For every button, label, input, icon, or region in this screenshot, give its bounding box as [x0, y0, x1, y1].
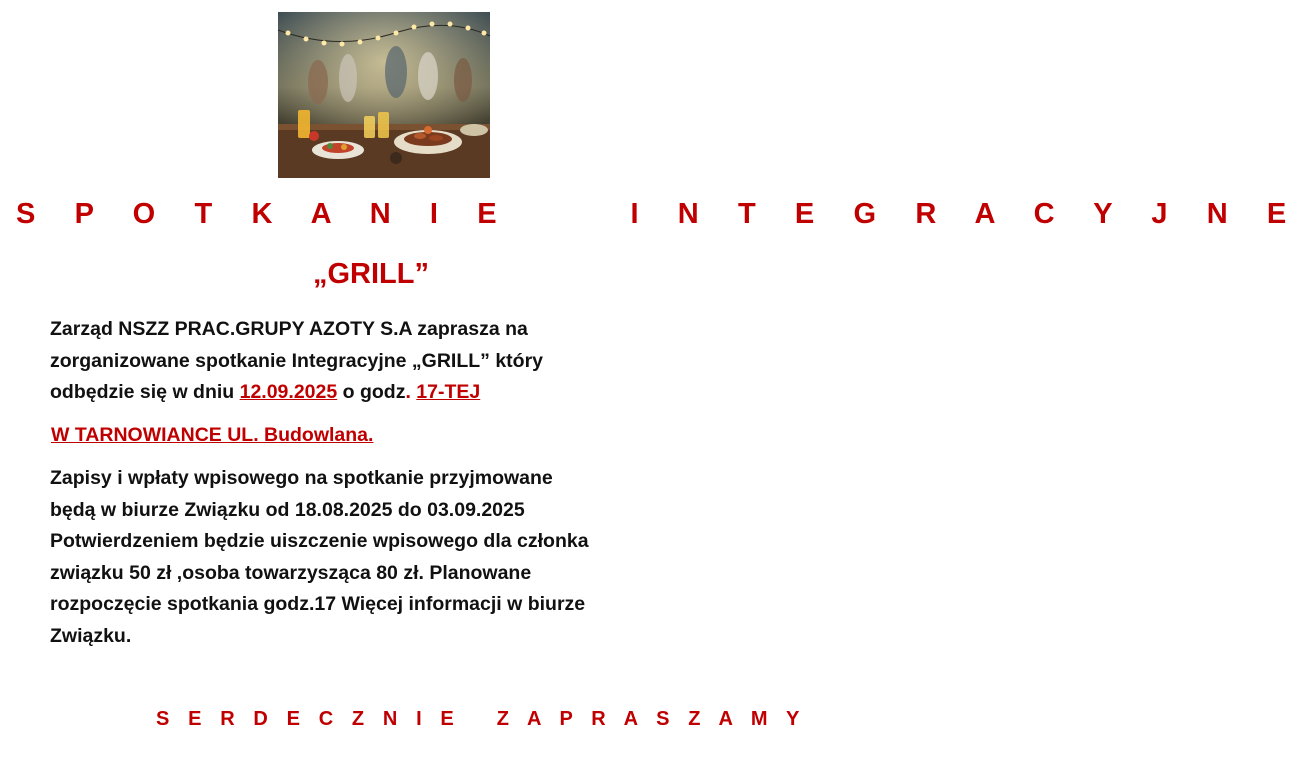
event-date: 12.09.2025 [239, 381, 338, 403]
details-paragraph [50, 463, 589, 652]
details-line: związku 50 zł ,osoba towarzysząca 80 zł. Planowane [50, 561, 532, 584]
event-subtitle: „GRILL” [313, 258, 429, 290]
invitation-line: zorganizowane spotkanie Integracyjne „GRILL” który [50, 349, 544, 372]
invitation-line: Zarząd NSZZ PRAC.GRUPY AZOTY S.A zaprasza na [50, 318, 528, 340]
invitation-paragraph [50, 314, 543, 409]
grill-party-photo [278, 12, 490, 178]
grill-party-illustration [278, 12, 490, 178]
event-time: 17-TEJ [416, 381, 481, 403]
details-line: Związku. [50, 624, 132, 647]
invitation-line [50, 377, 543, 409]
event-location: W TARNOWIANCE UL. Budowlana. [51, 424, 374, 446]
details-line: Potwierdzeniem będzie uiszczenie wpisowego dla członka [50, 530, 589, 552]
location-paragraph [51, 420, 373, 452]
separator-dot: . [405, 381, 411, 403]
invitation-text: o godz [337, 381, 406, 403]
details-line: będą w biurze Związku od 18.08.2025 do 03.09.2025 [50, 498, 525, 521]
event-title: S P O T K A N I E I N T E G R A C Y J N E [16, 198, 1302, 230]
details-line: Zapisy i wpłaty wpisowego na spotkanie przyjmowane [50, 467, 553, 489]
closing-greeting: S E R D E C Z N I E Z A P R A S Z A M Y [156, 708, 806, 730]
invitation-text: odbędzie się w dniu [50, 381, 240, 403]
details-line: rozpoczęcie spotkania godz.17 Więcej informacji w biurze [50, 593, 586, 615]
